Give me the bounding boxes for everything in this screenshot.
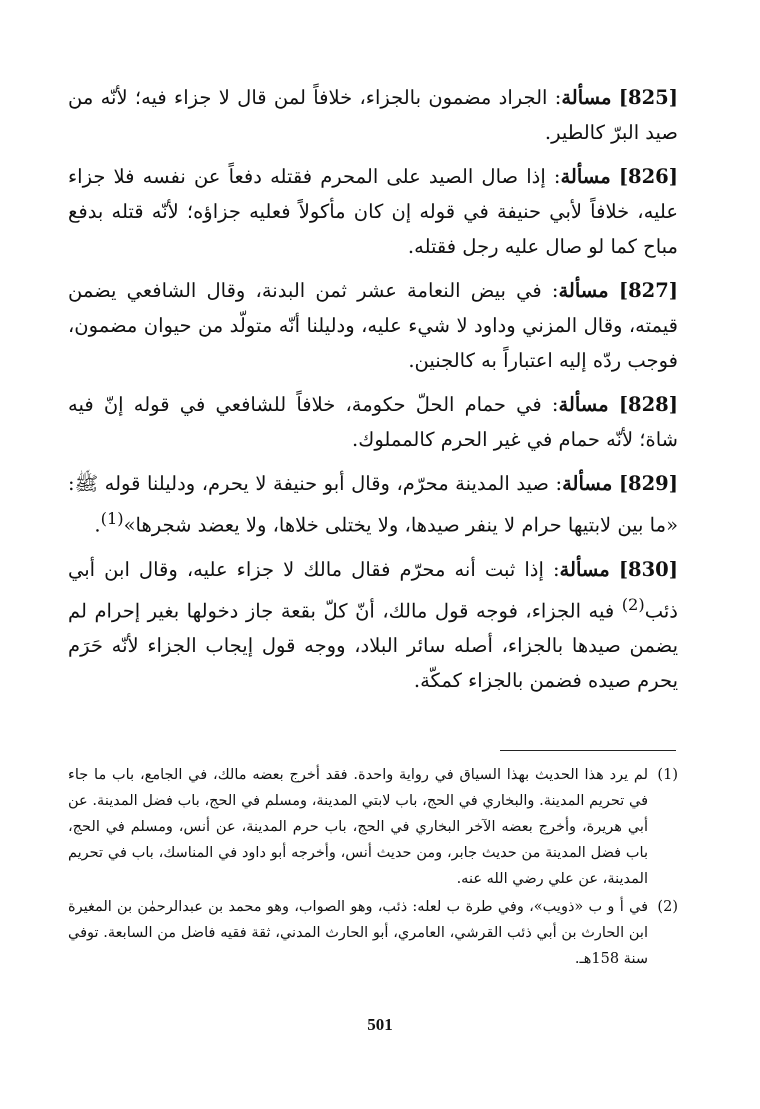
footnote-text: في أ و ب «ذويب»، وفي طرة ب لعله: ذئب، وهو الصواب، وهو محمد بن عبدالرحمٰن بن المغيرة ابن الحارث بن أبي ذئب القرشي، العامري، أبو الحارث المدني، ثقة فقيه فاضل من السابعة. توفي سنة 158هـ. — [68, 899, 648, 967]
issue-text-tail: . — [94, 513, 101, 537]
issue-text: : صيد المدينة محرّم، وقال أبو حنيفة لا يحرم، ودليلنا قوله ﷺ: «ما بين لابتيها حرام لا ينفر صيدها، ولا يختلى خلاها، ولا يعضد شجرها» — [68, 472, 678, 537]
issue-number: [828] — [618, 393, 678, 416]
issue-text: : الجراد مضمون بالجزاء، خلافاً لمن قال لا جزاء فيه؛ لأنّه من صيد البرّ كالطير. — [68, 86, 678, 144]
footnote-ref-1[interactable]: (1) — [100, 509, 124, 528]
issue-number: [825] — [618, 86, 678, 109]
issue-825 — [68, 80, 678, 150]
footnote-separator — [500, 750, 676, 751]
footnote-mark: (2) — [657, 899, 678, 915]
footnote-ref-2[interactable]: (2) — [621, 594, 645, 614]
issue-number: [829] — [618, 472, 678, 495]
issue-number: [830] — [618, 557, 678, 581]
footnote-1 — [68, 762, 678, 892]
issue-text: : في حمام الحلّ حكومة، خلافاً للشافعي في قوله إنّ فيه شاة؛ لأنّه حمام في غير الحرم كالمملوك. — [68, 393, 678, 451]
issue-text: : في بيض النعامة عشر ثمن البدنة، وقال الشافعي يضمن قيمته، وقال المزني وداود لا شيء عليه، ودليلنا أنّه متولّد من حيوان مضمون، فوجب ردّه إليه اعتباراً به كالجنين. — [68, 279, 678, 372]
issue-keyword: مسألة — [560, 165, 611, 188]
main-text — [68, 80, 678, 707]
issue-keyword: مسألة — [558, 279, 609, 302]
issue-829 — [68, 466, 678, 543]
issue-830 — [68, 552, 678, 699]
footnote-text: لم يرد هذا الحديث بهذا السياق في رواية واحدة. فقد أخرج بعضه مالك، في الجامع، باب ما جاء في تحريم المدينة. والبخاري في الحج، باب لابتي المدينة، ومسلم في الحج، باب فضل المدينة. عن أبي هريرة، وأخرج بعضه الآخر البخاري في الحج، باب حرم المدينة، عن أنس، ومسلم في الحج، باب فضل المدينة من حديث جابر، ومن حديث أنس، وأخرجه أبو داود في المناسك، باب في تحريم المدينة، عن علي رضي الله عنه. — [68, 767, 648, 887]
issue-keyword: مسألة — [562, 472, 613, 495]
footnote-mark: (1) — [657, 767, 678, 783]
issue-828 — [68, 387, 678, 457]
footnote-2 — [68, 894, 678, 972]
issue-keyword: مسألة — [558, 393, 609, 416]
footnotes — [68, 762, 678, 974]
issue-826 — [68, 159, 678, 264]
issue-827 — [68, 273, 678, 378]
issue-number: [826] — [618, 165, 678, 188]
issue-keyword: مسألة — [561, 86, 612, 109]
issue-number: [827] — [618, 279, 679, 302]
issue-keyword: مسألة — [559, 557, 610, 581]
issue-text: : إذا صال الصيد على المحرم فقتله دفعاً عن نفسه فلا جزاء عليه، خلافاً لأبي حنيفة في قوله إن كان مأكولاً فعليه جزاؤه؛ لأنّه قتله بدفع مباح كما لو صال عليه رجل فقتله. — [68, 165, 678, 258]
issue-text-tail: فيه الجزاء، فوجه قول مالك، أنّ كلّ بقعة جاز دخولها بغير إحرام لم يضمن صيدها بالجزاء، أصله سائر البلاد، ووجه قول إيجاب الجزاء لأنّه حَرَم يحرم صيده فضمن بالجزاء كمكّة. — [68, 599, 678, 692]
issue-text: : إذا ثبت أنه محرّم فقال مالك لا جزاء عليه، وقال ابن أبي ذئب — [68, 557, 678, 622]
page-number: 501 — [367, 1015, 393, 1034]
